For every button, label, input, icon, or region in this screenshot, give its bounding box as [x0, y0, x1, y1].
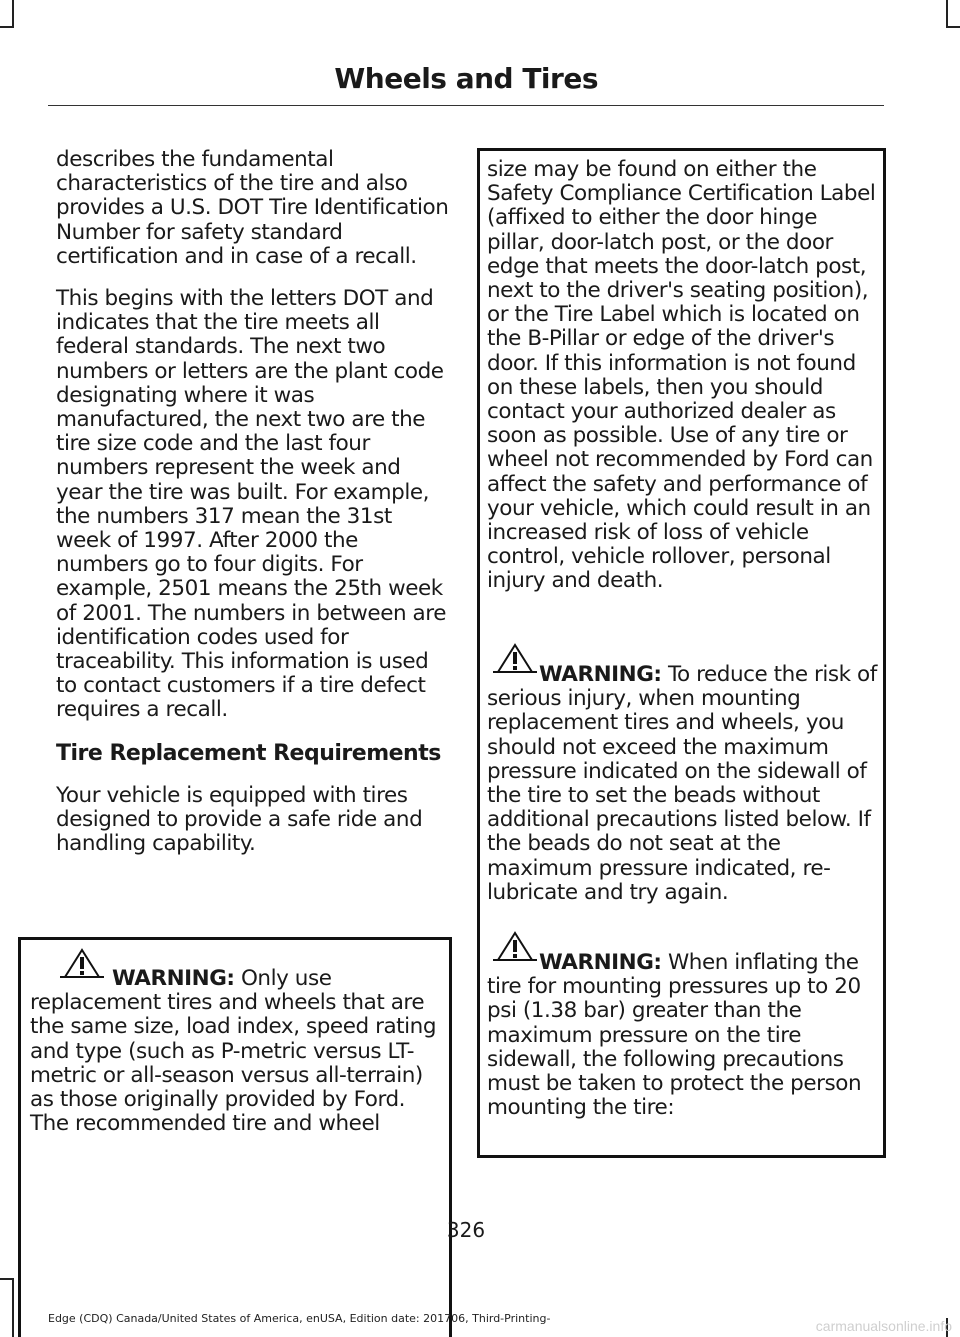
warning-body: Only use replacement tires and wheels that are the same size, load index, speed rating and type (such as P-metric versus LT-metric or all-season versus all-terrain) as those originally provided by Ford. The recommended tire and wheel — [30, 966, 437, 1137]
warning-label: WARNING: — [112, 966, 235, 991]
paragraph: This begins with the letters DOT and indicates that the tire meets all federal standards. The next two numbers or letters are the plant code designating where it was manufactured, the next two are the tire size code and the last four numbers represent the week and year the tire was built. For example, the numbers 317 mean the 31st week of 1997. After 2000 the numbers go to four digits. For example, 2501 means the 25th week of 2001. The numbers in between are identification codes used for traceability. This information is used to contact customers if a tire defect requires a recall. — [56, 286, 446, 723]
crop-mark — [12, 1278, 14, 1337]
watermark: carmanualsonline.info — [815, 1318, 952, 1334]
warning-label: WARNING: — [539, 950, 662, 975]
section-heading: Tire Replacement Requirements — [56, 740, 441, 766]
paragraph: describes the fundamental characteristics of the tire and also provides a U.S. DOT Tire Identification Number for safety standard certification and in case of a recall. — [56, 147, 449, 269]
crop-mark — [0, 26, 14, 28]
crop-mark — [946, 26, 960, 28]
paragraph: size may be found on either the Safety Compliance Certification Label (affixed to either the door hinge pillar, door-latch post, or the door edge that meets the door-latch post, next to the driver's seating position), or the Tire Label which is located on the B-Pillar or edge of the driver's door. If this information is not found on these labels, then you should contact your authorized dealer as soon as possible. Use of any tire or wheel not recommended by Ford can affect the safety and performance of your vehicle, which could result in an increased risk of loss of vehicle control, vehicle rollover, personal injury and death. — [487, 157, 876, 594]
crop-mark — [0, 1278, 14, 1280]
paragraph: Your vehicle is equipped with tires designed to provide a safe ride and handling capability. — [56, 782, 423, 857]
page-number: 326 — [446, 1218, 486, 1242]
crop-mark — [946, 0, 948, 26]
page-title: Wheels and Tires — [334, 62, 598, 95]
right-column — [487, 158, 879, 612]
left-column — [56, 148, 452, 874]
footer-edition-info: Edge (CDQ) Canada/United States of America, enUSA, Edition date: 201706, Third-Printing- — [48, 1312, 551, 1325]
header-divider — [48, 105, 884, 106]
warning-body: To reduce the risk of serious injury, when mounting replacement tires and wheels, you should not exceed the maximum pressure indicated on the sidewall of the tire to set the beads without additional precautions listed below. If the beads do not seat at the maximum pressure indicated, re-lubricate and try again. — [487, 662, 877, 905]
warning-text — [487, 951, 879, 1120]
crop-mark — [12, 0, 14, 26]
warning-text — [487, 663, 879, 905]
warning-label: WARNING: — [539, 662, 662, 687]
warning-body: When inflating the tire for mounting pressures up to 20 psi (1.38 bar) greater than the maximum pressure on the tire sidewall, the following precautions must be taken to protect the person mounting the tire: — [487, 950, 862, 1121]
warning-text — [30, 967, 450, 1136]
